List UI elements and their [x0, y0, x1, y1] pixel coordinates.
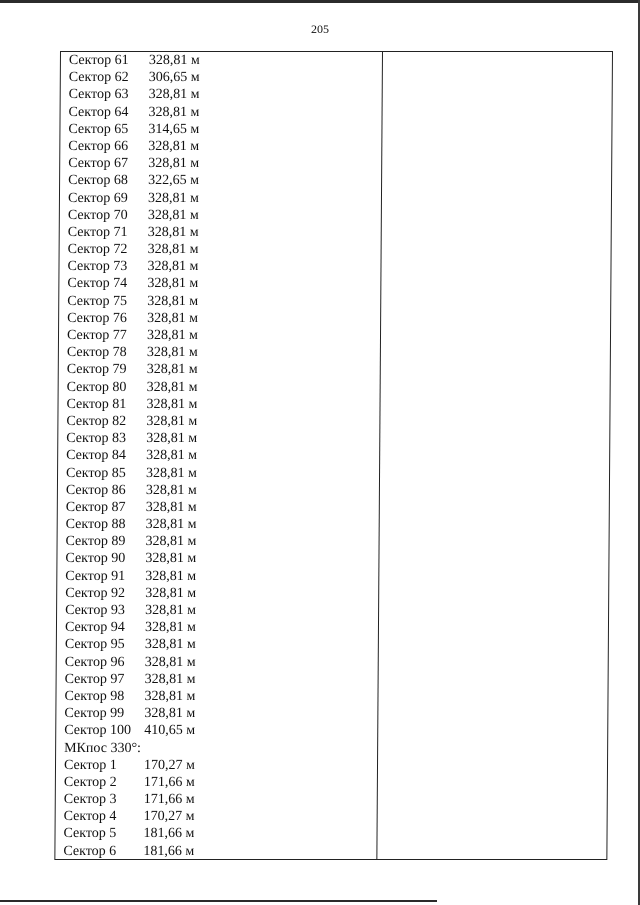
table-row	[67, 293, 367, 310]
table-row	[63, 825, 363, 842]
table-row	[64, 808, 364, 825]
sector-distance: 328,81 м	[148, 138, 200, 154]
sector-distance: 328,81 м	[148, 104, 200, 120]
table-row	[67, 275, 367, 292]
sector-distance: 328,81 м	[145, 499, 197, 515]
table-row	[67, 327, 367, 344]
sector-name: Сектор 93	[65, 603, 125, 618]
sector-name: Сектор 91	[65, 568, 126, 584]
sector-name: Сектор 74	[67, 276, 128, 292]
sector-distance: 328,81 м	[147, 224, 199, 240]
sector-distance: 328,81 м	[146, 413, 198, 429]
table-row	[66, 482, 366, 499]
sector-distance: 328,81 м	[144, 706, 196, 722]
sector-name: Сектор 61	[68, 53, 129, 68]
table-row	[69, 104, 369, 121]
sector-name: Сектор 68	[68, 173, 128, 189]
sector-name: Сектор 96	[64, 654, 125, 670]
sector-name: Сектор 62	[68, 70, 129, 86]
sector-distance: 314,65 м	[148, 121, 200, 137]
sector-distance: 328,81 м	[144, 637, 196, 653]
table-row	[69, 52, 369, 69]
sector-name: Сектор 4	[63, 809, 117, 825]
sector-name: Сектор 78	[66, 345, 127, 361]
sector-distance: 328,81 м	[145, 551, 197, 567]
sector-name: Сектор 85	[66, 465, 126, 481]
sector-name: МКпос 330°:	[64, 740, 142, 756]
sector-name: Сектор 72	[67, 242, 128, 258]
sector-distance: 328,81 м	[147, 293, 199, 309]
sector-distance: 328,81 м	[146, 465, 197, 481]
table-row	[65, 671, 365, 688]
sector-name: Сектор 66	[68, 138, 129, 154]
table-row	[68, 172, 368, 189]
table-row	[66, 465, 366, 482]
sector-distance: 171,66 м	[143, 792, 195, 808]
table-row	[65, 585, 365, 602]
sector-name: Сектор 94	[64, 620, 125, 636]
sector-distance: 181,66 м	[143, 826, 195, 842]
sector-distance: 328,81 м	[144, 688, 196, 704]
table-row	[64, 791, 364, 808]
table-row	[67, 379, 367, 396]
sector-distance: 181,66 м	[143, 843, 195, 859]
sector-distance: 328,81 м	[146, 379, 198, 395]
sector-distance: 328,81 м	[144, 620, 196, 636]
table-row	[65, 636, 365, 653]
sector-name: Сектор 69	[67, 190, 128, 206]
table-row	[67, 258, 367, 275]
sector-distance: 328,81 м	[147, 207, 199, 223]
table-row	[64, 688, 364, 705]
sector-table	[54, 51, 613, 860]
sector-name: Сектор 81	[66, 396, 127, 412]
table-row	[68, 121, 368, 138]
sector-distance: 328,81 м	[146, 448, 198, 464]
sector-name: Сектор 76	[67, 310, 127, 326]
sector-name: Сектор 82	[66, 413, 127, 429]
sector-name: Сектор 64	[68, 104, 129, 120]
sector-distance: 328,81 м	[148, 156, 200, 172]
sector-distance: 328,81 м	[145, 568, 197, 584]
sector-name: Сектор 89	[65, 534, 126, 550]
sector-name: Сектор 90	[65, 551, 126, 567]
sector-name: Сектор 97	[64, 671, 125, 687]
table-row	[68, 155, 368, 172]
sector-name: Сектор 70	[67, 207, 128, 223]
table-row	[63, 843, 363, 860]
sector-distance: 410,65 м	[144, 723, 196, 739]
sector-distance: 306,65 м	[148, 70, 200, 86]
sector-list	[63, 52, 369, 860]
sector-name: Сектор 79	[66, 362, 127, 378]
sector-name: Сектор 83	[66, 431, 127, 447]
sector-distance: 328,81 м	[148, 53, 200, 68]
table-row	[67, 361, 367, 378]
section-heading	[64, 740, 364, 757]
table-row	[65, 568, 365, 585]
table-row	[66, 447, 366, 464]
sector-distance: 328,81 м	[146, 345, 198, 361]
sector-distance: 328,81 м	[146, 396, 198, 412]
table-row	[69, 86, 369, 103]
page-number: 205	[311, 22, 329, 36]
sector-distance: 322,65 м	[148, 173, 200, 189]
sector-distance: 328,81 м	[145, 517, 197, 533]
table-row	[65, 654, 365, 671]
sector-name: Сектор 95	[64, 637, 125, 653]
scan-edge-bottom	[0, 900, 437, 902]
sector-name: Сектор 100	[64, 723, 132, 739]
sector-name: Сектор 6	[63, 843, 117, 859]
sector-name: Сектор 67	[68, 156, 129, 172]
table-row	[68, 207, 368, 224]
table-row	[68, 241, 368, 258]
sector-distance: 170,27 м	[143, 757, 195, 773]
sector-distance: 328,81 м	[145, 585, 197, 601]
sector-name: Сектор 65	[68, 121, 129, 137]
table-row	[66, 499, 366, 516]
sector-distance: 328,81 м	[147, 310, 199, 326]
sector-name: Сектор 1	[63, 757, 117, 773]
table-row	[64, 774, 364, 791]
sector-distance: 328,81 м	[147, 259, 199, 275]
table-row	[66, 516, 366, 533]
column-divider	[376, 52, 383, 859]
sector-distance: 170,27 м	[143, 809, 195, 825]
sector-name: Сектор 99	[64, 706, 125, 722]
sector-name: Сектор 87	[65, 499, 126, 515]
scan-edge-top	[0, 0, 640, 3]
sector-distance: 328,81 м	[148, 87, 200, 103]
table-row	[67, 310, 367, 327]
table-row	[66, 533, 366, 550]
sector-name: Сектор 73	[67, 259, 128, 275]
sector-distance: 328,81 м	[145, 534, 197, 550]
sector-distance: 328,81 м	[144, 654, 196, 670]
table-row	[67, 344, 367, 361]
sector-distance: 328,81 м	[145, 603, 197, 618]
table-row	[66, 430, 366, 447]
table-row	[64, 757, 364, 774]
sector-distance: 328,81 м	[146, 328, 198, 343]
table-row	[64, 722, 364, 739]
table-row	[64, 705, 364, 722]
sector-distance: 171,66 м	[143, 774, 195, 790]
sector-name: Сектор 84	[66, 448, 127, 464]
sector-name: Сектор 75	[67, 293, 128, 309]
sector-name: Сектор 63	[68, 87, 129, 103]
sector-name: Сектор 5	[63, 826, 117, 842]
sector-distance: 328,81 м	[147, 190, 199, 206]
table-row	[68, 190, 368, 207]
sector-distance: 328,81 м	[146, 431, 198, 447]
sector-name: Сектор 77	[66, 328, 127, 343]
sector-name: Сектор 88	[65, 517, 126, 533]
sector-distance: 328,81 м	[147, 276, 199, 292]
table-row	[66, 413, 366, 430]
sector-distance: 328,81 м	[144, 671, 196, 687]
sector-name: Сектор 3	[63, 792, 117, 808]
sector-name: Сектор 86	[65, 482, 126, 498]
table-row	[68, 224, 368, 241]
sector-distance: 328,81 м	[147, 242, 199, 258]
sector-name: Сектор 2	[63, 774, 117, 790]
sector-name: Сектор 71	[67, 224, 128, 240]
sector-name: Сектор 98	[64, 688, 125, 704]
table-row	[65, 602, 365, 619]
sector-distance: 328,81 м	[145, 482, 197, 498]
table-row	[65, 550, 365, 567]
sector-name: Сектор 92	[65, 585, 126, 601]
table-row	[66, 396, 366, 413]
table-row	[69, 69, 369, 86]
table-row	[65, 619, 365, 636]
sector-distance: 328,81 м	[146, 362, 198, 378]
table-row	[68, 138, 368, 155]
sector-name: Сектор 80	[66, 379, 127, 395]
